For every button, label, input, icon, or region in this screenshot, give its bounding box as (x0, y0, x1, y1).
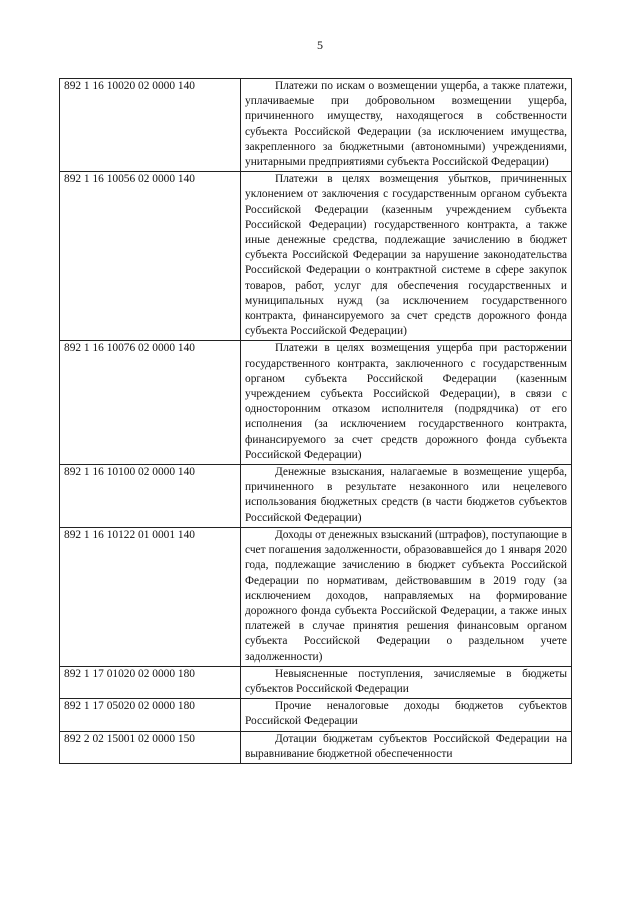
table-row (60, 731, 572, 763)
table-row (60, 341, 572, 465)
description-cell (241, 666, 572, 698)
budget-code-cell: 892 1 16 10122 01 0001 140 (60, 527, 241, 666)
description-cell (241, 172, 572, 341)
budget-codes-table (59, 78, 572, 764)
description-text: Доходы от денежных взысканий (штрафов), поступающие в счет погашения задолженности, образовавшейся до 1 января 2020 года, подлежащие зачислению в бюджет субъекта Российской Федерации по нормативам, действовавшим в 2019 году (за исключением доходов, направляемых на формирование дорожного фонда субъекта Российской Федерации, а также иных платежей в случае принятия решения финансовым органом субъекта Российской Федерации о раздельном учете задолженности) (245, 528, 567, 663)
table-row (60, 666, 572, 698)
description-cell (241, 465, 572, 528)
description-cell (241, 731, 572, 763)
description-cell (241, 341, 572, 465)
table-row (60, 527, 572, 666)
table-row (60, 172, 572, 341)
budget-code-cell: 892 1 17 05020 02 0000 180 (60, 699, 241, 731)
description-cell (241, 527, 572, 666)
budget-code-cell: 892 1 16 10076 02 0000 140 (60, 341, 241, 465)
description-text: Прочие неналоговые доходы бюджетов субъектов Российской Федерации (245, 700, 567, 728)
description-text: Платежи в целях возмещения убытков, причиненных уклонением от заключения с государственным органом субъекта Российской Федерации (казенным учреждением субъекта Российской Федерации) государственного контракта, а также иные денежные средства, подлежащие зачислению в бюджет субъекта Российской Федерации за нарушение законодательства Российской Федерации о контрактной системе в сфере закупок товаров, работ, услуг для обеспечения государственных и муниципальных нужд (за исключением государственного контракта, финансируемого за счет средств дорожного фонда субъекта Российской Федерации) (245, 173, 567, 338)
description-text: Платежи по искам о возмещении ущерба, а также платежи, уплачиваемые при добровольном возмещении ущерба, причиненного имуществу, находящегося в собственности субъекта Российской Федерации (за исключением имущества, закрепленного за бюджетными (автономными) учреждениями, унитарными предприятиями субъекта Российской Федерации) (245, 80, 567, 169)
table-row (60, 79, 572, 172)
budget-code-cell: 892 1 16 10100 02 0000 140 (60, 465, 241, 528)
description-text: Невыясненные поступления, зачисляемые в бюджеты субъектов Российской Федерации (245, 667, 567, 695)
budget-code-cell: 892 1 16 10020 02 0000 140 (60, 79, 241, 172)
page-number: 5 (317, 38, 323, 52)
description-cell (241, 699, 572, 731)
budget-code-cell: 892 2 02 15001 02 0000 150 (60, 731, 241, 763)
description-text: Дотации бюджетам субъектов Российской Федерации на выравнивание бюджетной обеспеченности (245, 732, 567, 760)
description-text: Платежи в целях возмещения ущерба при расторжении государственного контракта, заключенного с государственным органом субъекта Российской Федерации (казенным учреждением субъекта Российской Федерации), в связи с односторонним отказом исполнителя (подрядчика) от его исполнения (за исключением государственного контракта, финансируемого за счет средств дорожного фонда субъекта Российской Федерации) (245, 342, 567, 461)
description-text: Денежные взыскания, налагаемые в возмещение ущерба, причиненного в результате незаконного или нецелевого использования бюджетных средств (в части бюджетов субъектов Российской Федерации) (245, 466, 567, 524)
table-row (60, 465, 572, 528)
budget-code-cell: 892 1 16 10056 02 0000 140 (60, 172, 241, 341)
description-cell (241, 79, 572, 172)
budget-code-cell: 892 1 17 01020 02 0000 180 (60, 666, 241, 698)
table-row (60, 699, 572, 731)
